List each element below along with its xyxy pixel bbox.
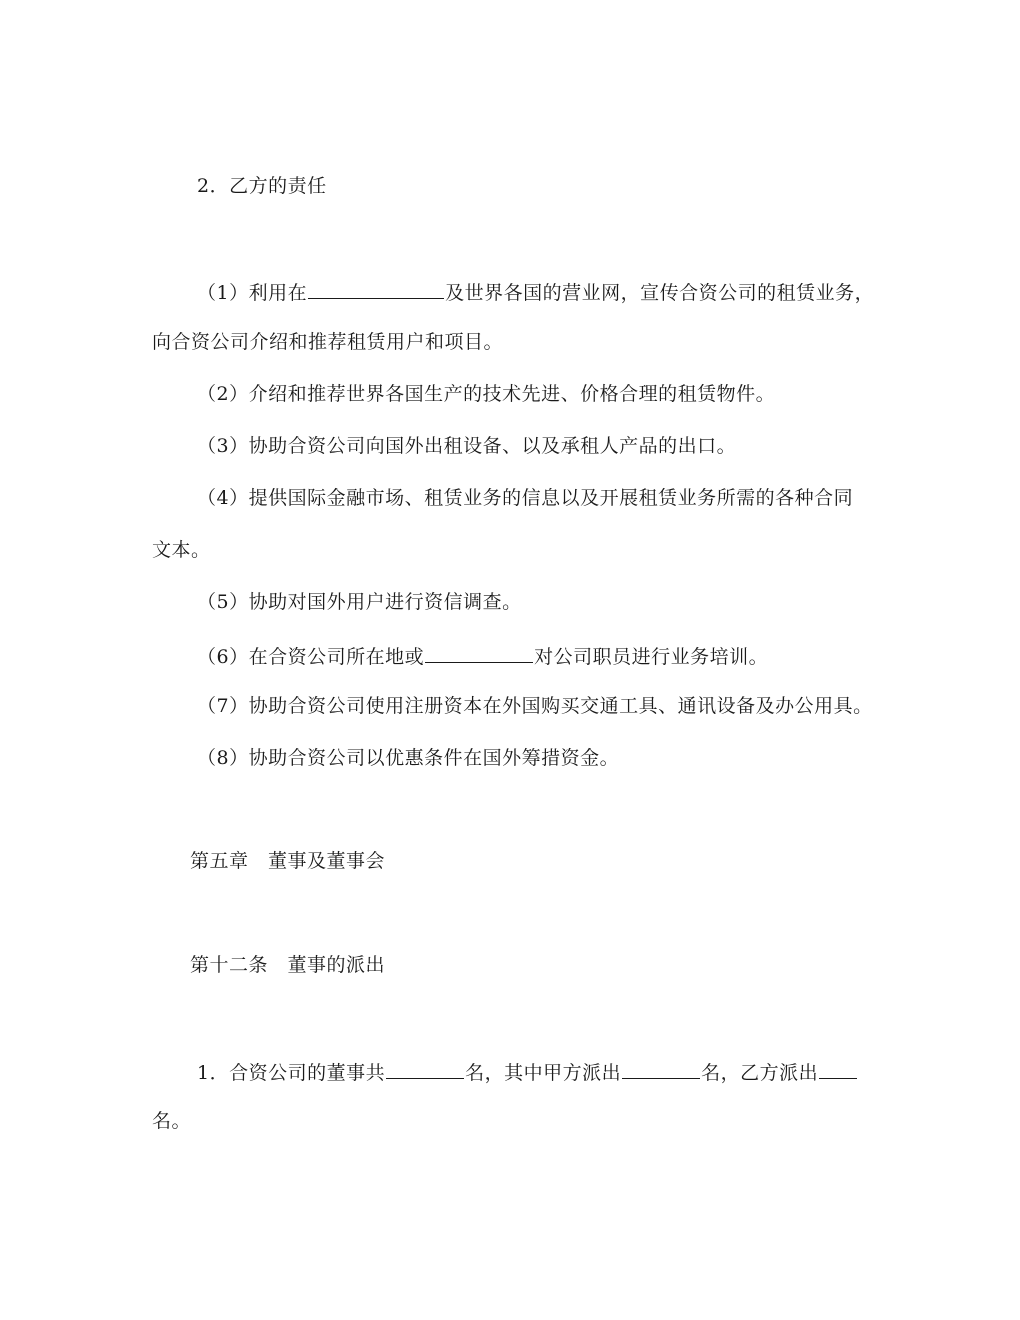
fill-in-blank bbox=[622, 1058, 700, 1079]
fill-in-blank bbox=[386, 1058, 464, 1079]
item-8: （8）协助合资公司以优惠条件在国外筹措资金。 bbox=[197, 747, 620, 769]
fill-in-blank bbox=[425, 642, 533, 663]
item-6-text-after: 对公司职员进行业务培训。 bbox=[534, 646, 769, 668]
item-1-line-2: 向合资公司介绍和推荐租赁用户和项目。 bbox=[152, 331, 504, 353]
item-1-text-after: 及世界各国的营业网，宣传合资公司的租赁业务， bbox=[445, 282, 875, 304]
clause-1-part-1: 1．合资公司的董事共 bbox=[197, 1062, 386, 1084]
section-title: 2．乙方的责任 bbox=[197, 175, 327, 197]
article-title: 第十二条 董事的派出 bbox=[190, 954, 386, 976]
item-7: （7）协助合资公司使用注册资本在外国购买交通工具、通讯设备及办公用具。 bbox=[197, 695, 873, 717]
item-5: （5）协助对国外用户进行资信调查。 bbox=[197, 591, 522, 613]
clause-1-part-2: 名，其中甲方派出 bbox=[465, 1062, 622, 1084]
item-3: （3）协助合资公司向国外出租设备、以及承租人产品的出口。 bbox=[197, 435, 737, 457]
clause-1-part-3: 名，乙方派出 bbox=[701, 1062, 819, 1084]
item-1-line-1 bbox=[197, 278, 874, 305]
item-6-text-before: （6）在合资公司所在地或 bbox=[197, 646, 425, 668]
item-4-line-1: （4）提供国际金融市场、租赁业务的信息以及开展租赁业务所需的各种合同 bbox=[197, 487, 854, 509]
item-2: （2）介绍和推荐世界各国生产的技术先进、价格合理的租赁物件。 bbox=[197, 383, 776, 405]
item-6 bbox=[197, 642, 768, 669]
clause-1-line-1 bbox=[197, 1058, 858, 1085]
clause-1-line-2: 名。 bbox=[152, 1110, 192, 1132]
item-4-line-2: 文本。 bbox=[152, 539, 211, 561]
fill-in-blank bbox=[308, 278, 444, 299]
item-1-text-before: （1）利用在 bbox=[197, 282, 308, 304]
fill-in-blank bbox=[819, 1058, 857, 1079]
chapter-title: 第五章 董事及董事会 bbox=[190, 850, 386, 872]
